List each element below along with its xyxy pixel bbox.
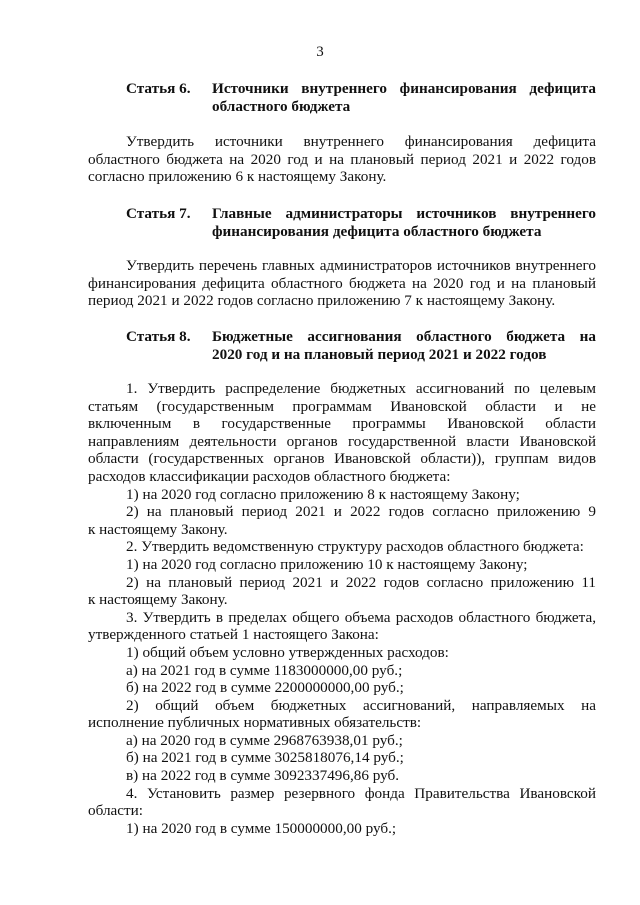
article-8-line: к настоящему Закону.: [88, 520, 228, 538]
article-8-line: 1. Утвердить распределение бюджетных ассигнований по целевым: [126, 380, 596, 397]
article-7-title: Главные администраторы источников внутреннего финансирования дефицита областного бюджета: [212, 205, 596, 240]
article-8-line: 2) общий объем бюджетных ассигнований, направляемых на: [126, 696, 596, 714]
article-8-line: 1) на 2020 год согласно приложению 8 к настоящему Закону;: [126, 485, 520, 503]
article-6-number: Статья 6.: [126, 80, 191, 97]
article-8-line: б) на 2022 год в сумме 2200000000,00 руб.;: [126, 679, 404, 697]
article-8-line: 2) на плановый период 2021 и 2022 годов согласно приложению 9: [126, 503, 596, 521]
article-7-number: Статья 7.: [126, 205, 191, 222]
article-8-line: 3. Утвердить в пределах общего объема расходов областного бюджета,: [126, 608, 596, 626]
article-8-heading: [88, 328, 596, 363]
article-8-title: Бюджетные ассигнования областного бюджета на 2020 год и на плановый период 2021 и 2022 годов: [212, 328, 596, 363]
article-6-title: Источники внутреннего финансирования дефицита областного бюджета: [212, 80, 596, 115]
article-8-line: направлениям деятельности органов государственной власти Ивановской: [88, 432, 596, 450]
article-8-line: утвержденного статьей 1 настоящего Закона:: [88, 626, 379, 644]
page-number: 3: [316, 44, 324, 60]
article-8-line: б) на 2021 год в сумме 3025818076,14 руб.;: [126, 749, 404, 767]
article-8-line: включенным в государственные программы Ивановской области: [88, 415, 596, 433]
article-8-line: а) на 2021 год в сумме 1183000000,00 руб.;: [126, 661, 403, 679]
article-8-line: области:: [88, 802, 143, 820]
article-8-line: а) на 2020 год в сумме 2968763938,01 руб.;: [126, 731, 403, 749]
article-8-line: 2) на плановый период 2021 и 2022 годов согласно приложению 11: [126, 573, 596, 591]
article-6: [88, 80, 596, 115]
article-8: [88, 328, 596, 363]
article-8-line: 1) общий объем условно утвержденных расходов:: [126, 643, 449, 661]
article-8-line: 2. Утвердить ведомственную структуру расходов областного бюджета:: [126, 538, 584, 556]
article-8-number: Статья 8.: [126, 328, 191, 345]
article-8-line: 1) на 2020 год согласно приложению 10 к настоящему Закону;: [126, 555, 528, 573]
article-8-line: 4. Установить размер резервного фонда Правительства Ивановской: [126, 784, 596, 802]
article-7: [88, 205, 596, 240]
article-8-line: к настоящему Закону.: [88, 591, 228, 609]
article-8-line: расходов классификации расходов областного бюджета:: [88, 467, 451, 485]
article-6-body: Утвердить источники внутреннего финансирования дефицита областного бюджета на 2020 год и на плановый период 2021 и 2022 годов согласно приложению 6 к настоящему Закону.: [88, 133, 596, 186]
article-8-line: в) на 2022 год в сумме 3092337496,86 руб.: [126, 767, 400, 785]
article-8-line: области (государственных органов Ивановской области)), группам видов: [88, 450, 596, 468]
article-8-body: [88, 380, 596, 837]
article-6-heading: [88, 80, 596, 115]
article-8-line: статьям (государственным программам Ивановской области и не: [88, 397, 596, 415]
article-7-body: Утвердить перечень главных администраторов источников внутреннего финансирования дефицита областного бюджета на 2020 год и на плановый период 2021 и 2022 годов согласно приложению 7 к настоящему Закону.: [88, 257, 596, 310]
article-7-heading: [88, 205, 596, 240]
article-8-line: исполнение публичных нормативных обязательств:: [88, 714, 422, 732]
article-8-line: 1) на 2020 год в сумме 150000000,00 руб.;: [126, 819, 397, 837]
